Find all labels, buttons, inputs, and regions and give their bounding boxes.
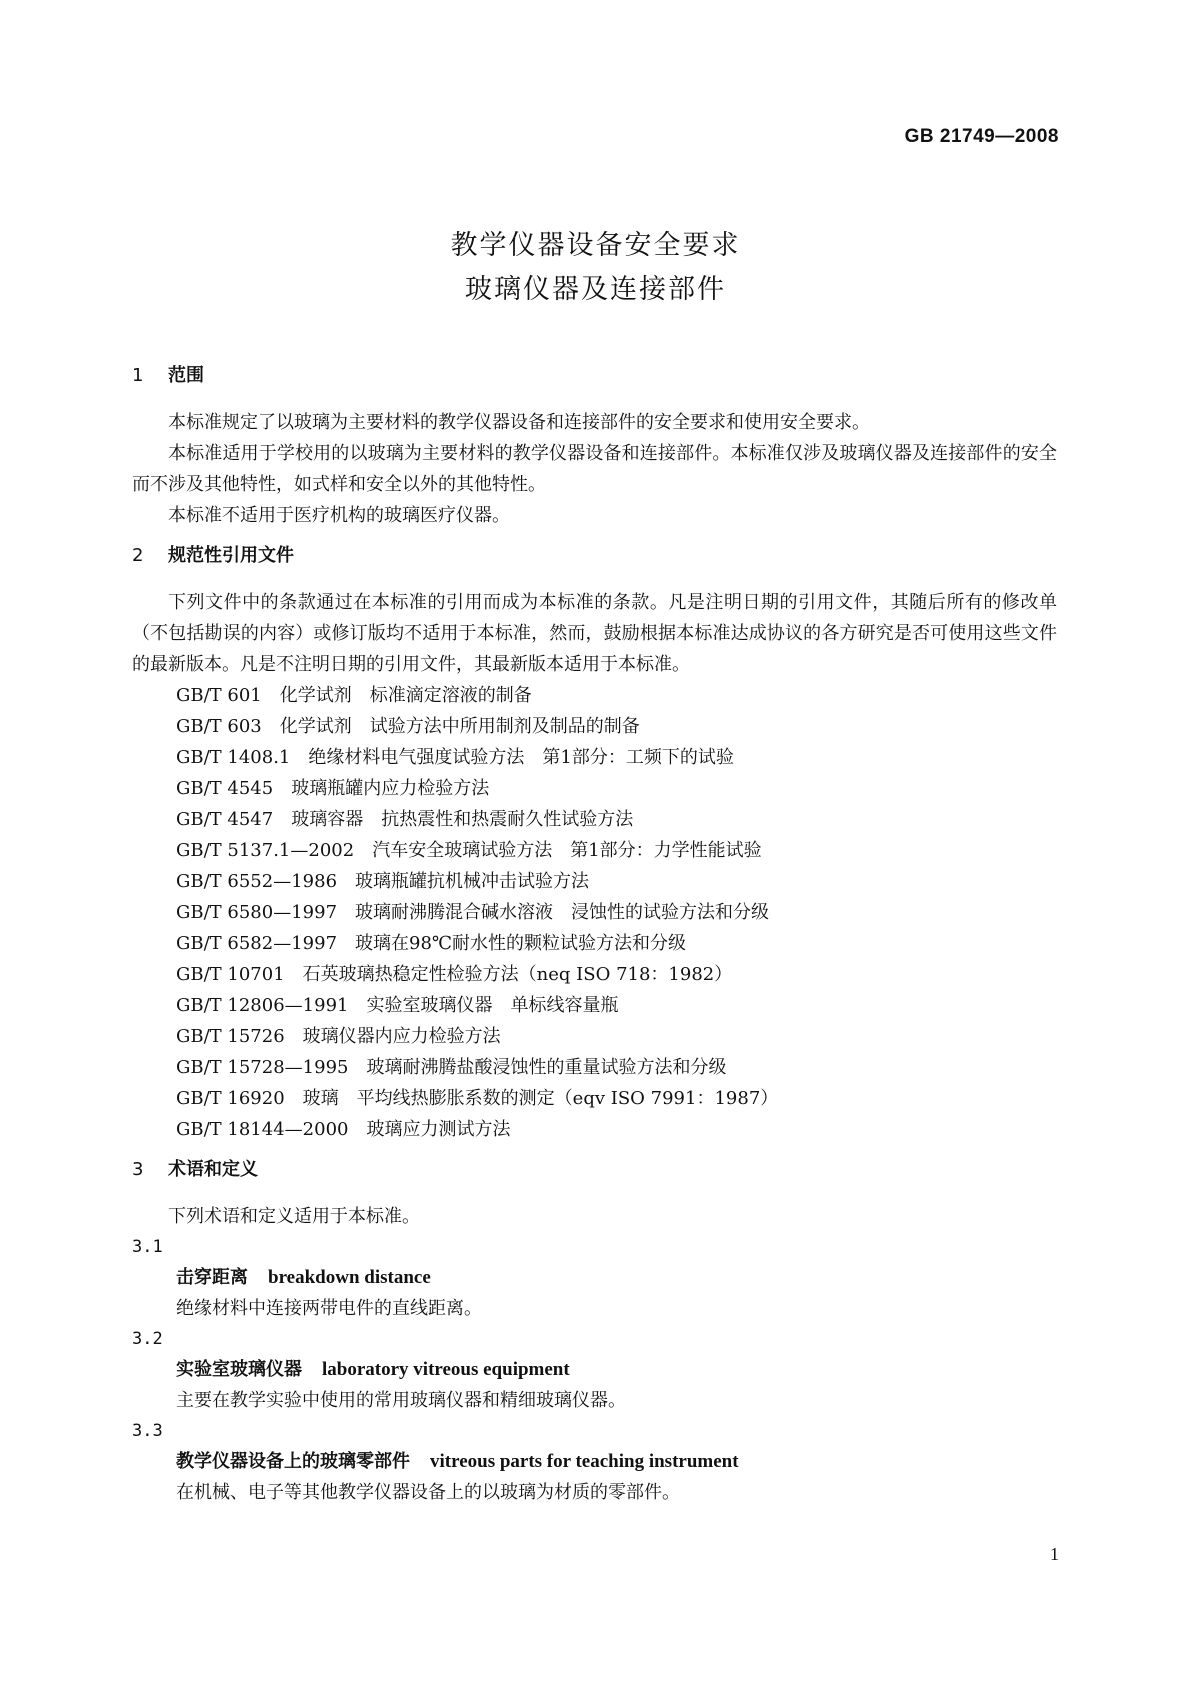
reference-code: GB/T 4545	[176, 778, 274, 799]
term-name	[132, 1262, 1057, 1293]
reference-item	[132, 804, 1057, 835]
reference-title: 玻璃应力测试方法	[366, 1119, 511, 1140]
reference-title: 绝缘材料电气强度试验方法 第1部分：工频下的试验	[308, 747, 734, 768]
terms-intro: 下列术语和定义适用于本标准。	[168, 1206, 420, 1227]
reference-item	[132, 773, 1057, 804]
term-name-chinese: 实验室玻璃仪器	[176, 1359, 302, 1380]
section-number: 2	[132, 545, 144, 566]
reference-code: GB/T 6582—1997	[176, 933, 338, 954]
reference-title: 玻璃耐沸腾混合碱水溶液 浸蚀性的试验方法和分级	[355, 902, 770, 923]
term-name	[132, 1354, 1057, 1385]
section-heading-scope	[132, 361, 1057, 391]
reference-item	[132, 680, 1057, 711]
reference-code: GB/T 1408.1	[176, 747, 291, 768]
term-definition: 在机械、电子等其他教学仪器设备上的以玻璃为材质的零部件。	[176, 1482, 680, 1503]
document-title	[0, 224, 1191, 312]
term-number: 3.2	[132, 1329, 163, 1349]
reference-title: 实验室玻璃仪器 单标线容量瓶	[366, 995, 619, 1016]
reference-item	[132, 959, 1057, 990]
reference-code: GB/T 16920	[176, 1088, 285, 1109]
reference-title: 玻璃瓶罐内应力检验方法	[291, 778, 490, 799]
standard-number: GB 21749—2008	[904, 126, 1059, 147]
section-number: 3	[132, 1159, 144, 1180]
reference-code: GB/T 15726	[176, 1026, 285, 1047]
section-title: 术语和定义	[168, 1159, 258, 1180]
references-intro: 下列文件中的条款通过在本标准的引用而成为本标准的条款。凡是注明日期的引用文件，其随后所有的修改单（不包括勘误的内容）或修订版均不适用于本标准，然而，鼓励根据本标准达成协议的各方研究是否可使用这些文件的最新版本。凡是不注明日期的引用文件，其最新版本适用于本标准。	[132, 592, 1057, 675]
reference-item	[132, 1083, 1057, 1114]
reference-title: 玻璃仪器内应力检验方法	[302, 1026, 501, 1047]
page-number: 1	[1050, 1544, 1059, 1564]
scope-paragraph: 本标准规定了以玻璃为主要材料的教学仪器设备和连接部件的安全要求和使用安全要求。	[168, 412, 870, 433]
reference-item	[132, 711, 1057, 742]
reference-code: GB/T 5137.1—2002	[176, 840, 355, 861]
reference-title: 玻璃容器 抗热震性和热震耐久性试验方法	[291, 809, 634, 830]
reference-code: GB/T 18144—2000	[176, 1119, 349, 1140]
reference-code: GB/T 601	[176, 685, 262, 706]
reference-title: 玻璃在98℃耐水性的颗粒试验方法和分级	[355, 933, 687, 954]
reference-code: GB/T 15728—1995	[176, 1057, 349, 1078]
term-name-english: vitreous parts for teaching instrument	[430, 1451, 739, 1472]
reference-item	[132, 866, 1057, 897]
term-name-chinese: 击穿距离	[176, 1267, 248, 1288]
term-name-chinese: 教学仪器设备上的玻璃零部件	[176, 1451, 410, 1472]
reference-item	[132, 742, 1057, 773]
section-title: 规范性引用文件	[168, 545, 294, 566]
reference-item	[132, 897, 1057, 928]
reference-item	[132, 835, 1057, 866]
reference-item	[132, 1021, 1057, 1052]
term-name	[132, 1446, 1057, 1477]
title-line-2: 玻璃仪器及连接部件	[465, 274, 726, 305]
reference-title: 汽车安全玻璃试验方法 第1部分：力学性能试验	[372, 840, 762, 861]
term-definition: 绝缘材料中连接两带电件的直线距离。	[176, 1298, 482, 1319]
scope-paragraph: 本标准适用于学校用的以玻璃为主要材料的教学仪器设备和连接部件。本标准仅涉及玻璃仪器及连接部件的安全而不涉及其他特性，如式样和安全以外的其他特性。	[132, 443, 1057, 495]
scope-paragraph: 本标准不适用于医疗机构的玻璃医疗仪器。	[168, 505, 510, 526]
reference-title: 石英玻璃热稳定性检验方法（neq ISO 718：1982）	[302, 964, 733, 985]
section-heading-terms	[132, 1155, 1057, 1185]
reference-item	[132, 990, 1057, 1021]
reference-title: 玻璃瓶罐抗机械冲击试验方法	[355, 871, 590, 892]
reference-code: GB/T 603	[176, 716, 262, 737]
section-heading-references	[132, 541, 1057, 571]
reference-title: 化学试剂 试验方法中所用制剂及制品的制备	[279, 716, 640, 737]
term-list	[132, 1232, 1057, 1508]
reference-code: GB/T 6580—1997	[176, 902, 338, 923]
reference-code: GB/T 4547	[176, 809, 274, 830]
reference-title: 化学试剂 标准滴定溶液的制备	[279, 685, 532, 706]
section-number: 1	[132, 365, 144, 386]
term-number: 3.1	[132, 1237, 163, 1257]
reference-title: 玻璃 平均线热膨胀系数的测定（eqv ISO 7991：1987）	[302, 1088, 779, 1109]
reference-title: 玻璃耐沸腾盐酸浸蚀性的重量试验方法和分级	[366, 1057, 727, 1078]
term-number: 3.3	[132, 1421, 163, 1441]
reference-item	[132, 928, 1057, 959]
title-line-1: 教学仪器设备安全要求	[450, 230, 741, 261]
reference-list	[132, 680, 1057, 1145]
reference-item	[132, 1114, 1057, 1145]
section-title: 范围	[168, 365, 204, 386]
term-name-english: laboratory vitreous equipment	[322, 1359, 570, 1380]
reference-item	[132, 1052, 1057, 1083]
term-name-english: breakdown distance	[268, 1267, 431, 1288]
document-body	[132, 361, 1057, 1508]
term-definition: 主要在教学实验中使用的常用玻璃仪器和精细玻璃仪器。	[176, 1390, 626, 1411]
reference-code: GB/T 10701	[176, 964, 285, 985]
reference-code: GB/T 6552—1986	[176, 871, 338, 892]
reference-code: GB/T 12806—1991	[176, 995, 349, 1016]
